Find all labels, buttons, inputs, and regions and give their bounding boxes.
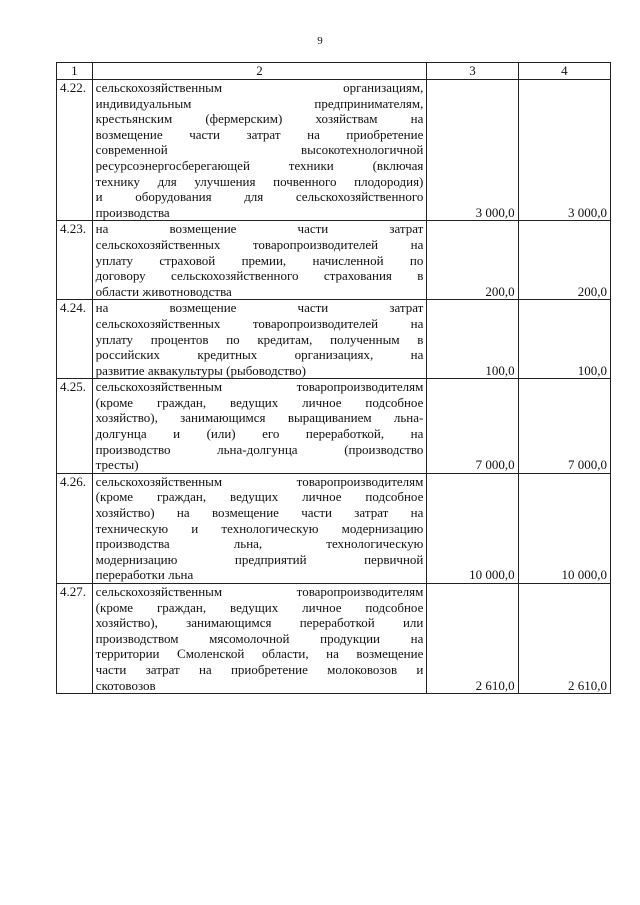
header-cell-1: 1 bbox=[57, 63, 93, 80]
row-number: 4.22. bbox=[57, 80, 93, 221]
header-cell-2: 2 bbox=[92, 63, 427, 80]
header-cell-3: 3 bbox=[427, 63, 518, 80]
row-number: 4.23. bbox=[57, 221, 93, 300]
description-line: долгунца и (или) его переработкой, на bbox=[95, 426, 424, 442]
description-line: современной высокотехнологичной bbox=[95, 142, 424, 158]
description-line: территории Смоленской области, на возмещение bbox=[95, 646, 424, 662]
description-line: хозяйство) на возмещение части затрат на bbox=[95, 505, 424, 521]
description-line: договору сельскохозяйственного страхования в bbox=[95, 268, 424, 284]
row-description bbox=[92, 221, 427, 300]
description-line: сельскохозяйственных товаропроизводителей на bbox=[95, 236, 424, 252]
description-line: (кроме граждан, ведущих личное подсобное bbox=[95, 489, 424, 505]
row-description bbox=[92, 584, 427, 694]
row-amount-col3: 3 000,0 bbox=[427, 80, 518, 221]
budget-table bbox=[56, 62, 611, 694]
description-line: технику для улучшения почвенного плодородия) bbox=[95, 173, 424, 189]
row-amount-col3: 2 610,0 bbox=[427, 584, 518, 694]
description-line: техническую и технологическую модернизацию bbox=[95, 520, 424, 536]
description-line: развитие аквакультуры (рыбоводство) bbox=[95, 362, 306, 378]
description-line: возмещение части затрат на приобретение bbox=[95, 126, 424, 142]
description-line: хозяйство), занимающимся переработкой или bbox=[95, 615, 424, 631]
table-row bbox=[57, 379, 611, 474]
description-line: сельскохозяйственных товаропроизводителей на bbox=[95, 315, 424, 331]
table-row bbox=[57, 80, 611, 221]
description-line: российских кредитных организациях, на bbox=[95, 347, 424, 363]
description-line: части затрат на приобретение молоковозов и bbox=[95, 661, 424, 677]
description-line: переработки льна bbox=[95, 567, 194, 583]
description-line: и оборудования для сельскохозяйственного bbox=[95, 189, 424, 205]
row-description bbox=[92, 300, 427, 379]
description-line: производством мясомолочной продукции на bbox=[95, 630, 424, 646]
row-amount-col4: 2 610,0 bbox=[518, 584, 610, 694]
description-line: (кроме граждан, ведущих личное подсобное bbox=[95, 599, 424, 615]
row-number: 4.25. bbox=[57, 379, 93, 474]
row-amount-col4: 10 000,0 bbox=[518, 473, 610, 583]
description-line: на возмещение части затрат bbox=[95, 300, 424, 316]
row-description bbox=[92, 80, 427, 221]
row-amount-col3: 7 000,0 bbox=[427, 379, 518, 474]
description-line: сельскохозяйственным организациям, bbox=[95, 80, 424, 95]
page-number: 9 bbox=[317, 35, 323, 47]
header-cell-4: 4 bbox=[518, 63, 610, 80]
row-amount-col4: 3 000,0 bbox=[518, 80, 610, 221]
table-row bbox=[57, 221, 611, 300]
description-line: ресурсоэнергосберегающей техники (включая bbox=[95, 157, 424, 173]
description-line: уплату процентов по кредитам, полученным в bbox=[95, 331, 424, 347]
description-line: (кроме граждан, ведущих личное подсобное bbox=[95, 394, 424, 410]
description-line: уплату страховой премии, начисленной по bbox=[95, 252, 424, 268]
description-line: сельскохозяйственным товаропроизводителям bbox=[95, 379, 424, 395]
row-amount-col4: 100,0 bbox=[518, 300, 610, 379]
description-line: крестьянским (фермерским) хозяйствам на bbox=[95, 111, 424, 127]
row-amount-col3: 10 000,0 bbox=[427, 473, 518, 583]
description-line: сельскохозяйственным товаропроизводителям bbox=[95, 584, 424, 599]
row-number: 4.24. bbox=[57, 300, 93, 379]
description-line: производства bbox=[95, 204, 170, 220]
description-line: индивидуальным предпринимателям, bbox=[95, 95, 424, 111]
row-number: 4.26. bbox=[57, 473, 93, 583]
table-row bbox=[57, 584, 611, 694]
row-amount-col4: 7 000,0 bbox=[518, 379, 610, 474]
description-line: производство льна-долгунца (производство bbox=[95, 441, 424, 457]
row-amount-col3: 200,0 bbox=[427, 221, 518, 300]
description-line: тресты) bbox=[95, 457, 139, 473]
description-line: хозяйство), занимающимся выращиванием льна- bbox=[95, 410, 424, 426]
description-line: производства льна, технологическую bbox=[95, 536, 424, 552]
row-description bbox=[92, 473, 427, 583]
table-header-row bbox=[57, 63, 611, 80]
row-amount-col3: 100,0 bbox=[427, 300, 518, 379]
row-number: 4.27. bbox=[57, 584, 93, 694]
description-line: на возмещение части затрат bbox=[95, 221, 424, 237]
row-description bbox=[92, 379, 427, 474]
description-line: области животноводства bbox=[95, 283, 232, 299]
description-line: модернизацию предприятий первичной bbox=[95, 551, 424, 567]
description-line: скотовозов bbox=[95, 677, 156, 693]
row-amount-col4: 200,0 bbox=[518, 221, 610, 300]
table-row bbox=[57, 300, 611, 379]
description-line: сельскохозяйственным товаропроизводителям bbox=[95, 473, 424, 489]
table-row bbox=[57, 473, 611, 583]
